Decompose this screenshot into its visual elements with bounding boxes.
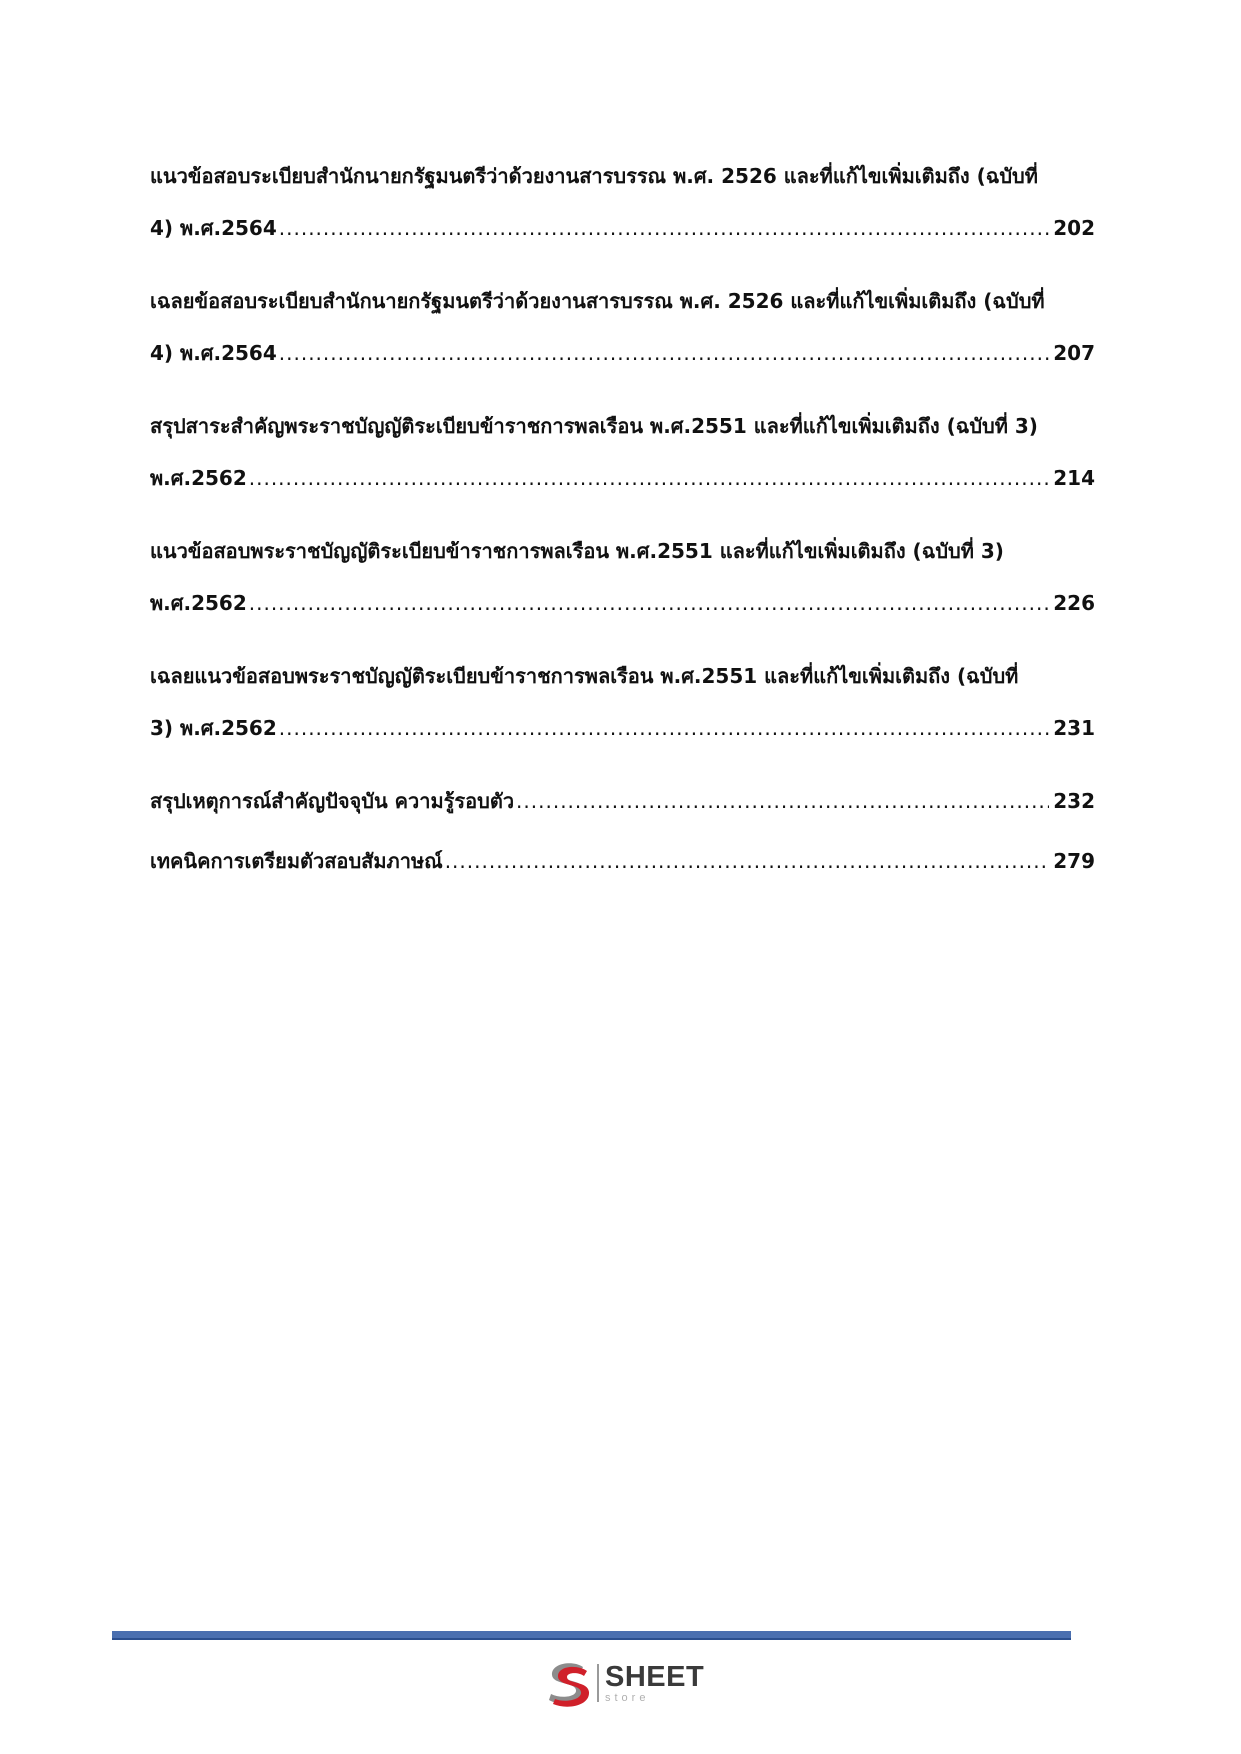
toc-entry-title-line1: แนวข้อสอบระเบียบสำนักนายกรัฐมนตรีว่าด้วยงานสารบรรณ พ.ศ. 2526 และที่แก้ไขเพิ่มเติมถึง (ฉบับที่ [150, 164, 1038, 188]
toc-entry-3[interactable] [150, 400, 1095, 504]
toc-entry-title-line2: 4) พ.ศ.2564 [150, 216, 277, 240]
logo-brand-text: SHEET [605, 1660, 705, 1693]
logo-divider [597, 1664, 599, 1702]
dot-leader [249, 452, 1050, 504]
toc-entry-title: เทคนิคการเตรียมตัวสอบสัมภาษณ์ [150, 849, 443, 873]
toc-entry-title-line1: แนวข้อสอบพระราชบัญญัติระเบียบข้าราชการพลเรือน พ.ศ.2551 และที่แก้ไขเพิ่มเติมถึง (ฉบับที่ 3) [150, 539, 1004, 563]
toc-entry-title-line2: พ.ศ.2562 [150, 591, 247, 615]
dot-leader [445, 835, 1050, 887]
dot-leader [516, 775, 1049, 827]
toc-entry-title-line2: 3) พ.ศ.2562 [150, 716, 277, 740]
toc-entry-title-line1: สรุปสาระสำคัญพระราชบัญญัติระเบียบข้าราชการพลเรือน พ.ศ.2551 และที่แก้ไขเพิ่มเติมถึง (ฉบับที่ 3) [150, 414, 1038, 438]
toc-entry-6[interactable] [150, 775, 1095, 827]
dot-leader [279, 327, 1049, 379]
logo-sub-text: store [605, 1691, 650, 1704]
toc-page-number: 279 [1053, 849, 1095, 873]
toc-entry-title-line1: เฉลยแนวข้อสอบพระราชบัญญัติระเบียบข้าราชการพลเรือน พ.ศ.2551 และที่แก้ไขเพิ่มเติมถึง (ฉบับที่ [150, 664, 1019, 688]
toc-page-number: 214 [1053, 466, 1095, 490]
toc-entry-4[interactable] [150, 525, 1095, 629]
toc-entry-5[interactable] [150, 650, 1095, 754]
logo-wordmark [605, 1660, 705, 1704]
toc-entry-title: สรุปเหตุการณ์สำคัญปัจจุบัน ความรู้รอบตัว [150, 789, 515, 813]
dot-leader [279, 702, 1049, 754]
toc-entry-title-line2: พ.ศ.2562 [150, 466, 247, 490]
toc-entry-2[interactable] [150, 275, 1095, 379]
toc-page-number: 231 [1053, 716, 1095, 740]
toc-entry-title-line1: เฉลยข้อสอบระเบียบสำนักนายกรัฐมนตรีว่าด้วยงานสารบรรณ พ.ศ. 2526 และที่แก้ไขเพิ่มเติมถึง (ฉบับที่ [150, 289, 1045, 313]
toc-page-number: 226 [1053, 591, 1095, 615]
toc-entry-1[interactable] [150, 150, 1095, 254]
sheet-store-logo [543, 1658, 704, 1708]
dot-leader [249, 577, 1050, 629]
footer-divider-bar [112, 1631, 1071, 1640]
toc-entry-title-line2: 4) พ.ศ.2564 [150, 341, 277, 365]
dot-leader [279, 202, 1049, 254]
toc-page-number: 207 [1053, 341, 1095, 365]
toc-page-number: 202 [1053, 216, 1095, 240]
toc-page-number: 232 [1053, 789, 1095, 813]
sheet-store-logo-icon [543, 1658, 593, 1708]
toc-entry-7[interactable] [150, 835, 1095, 887]
table-of-contents [150, 150, 1095, 895]
